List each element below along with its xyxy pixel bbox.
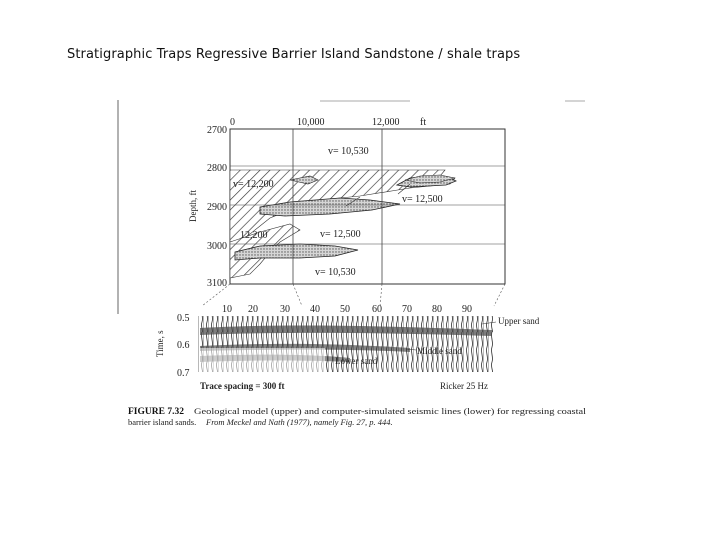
velocity-label-top: v= 10,530 (328, 146, 369, 157)
depth-tick-2900: 2900 (207, 202, 227, 213)
velocity-label-shale-upper-left: v= 12,200 (233, 179, 274, 190)
depth-tick-2700: 2700 (207, 125, 227, 136)
annotation-upper-sand: Upper sand (498, 316, 540, 326)
time-axis-label: Time, s (155, 330, 165, 357)
distance-tick-0: 0 (230, 117, 235, 128)
depth-tick-2800: 2800 (207, 163, 227, 174)
velocity-label-middle: v= 12,500 (320, 229, 361, 240)
figure-caption (128, 406, 587, 427)
slide-title: Stratigraphic Traps Regressive Barrier Island Sandstone / shale traps (67, 47, 521, 62)
trace-number: 20 (248, 304, 258, 315)
depth-tick-3100: 3100 (207, 278, 227, 289)
trace-number: 30 (280, 304, 290, 315)
annotation-middle-sand: Middle sand (417, 346, 462, 356)
trace-number: 60 (372, 304, 382, 315)
caption-line-2: barrier island sands. (128, 417, 197, 427)
velocity-label-bottom: v= 10,530 (315, 267, 356, 278)
distance-tick-10000: 10,000 (297, 117, 325, 128)
time-tick-0-6: 0.6 (177, 340, 190, 351)
annotation-trace-spacing: Trace spacing = 300 ft (200, 381, 285, 391)
distance-tick-12000: 12,000 (372, 117, 400, 128)
time-tick-0-5: 0.5 (177, 313, 190, 324)
trace-number: 40 (310, 304, 320, 315)
geological-model (188, 117, 505, 289)
annotation-lower-sand: Lower sand (335, 356, 378, 366)
connector-lines (202, 284, 505, 306)
velocity-label-shale-lower-left: 12,200 (240, 230, 268, 241)
scan-washout (200, 348, 325, 372)
scanned-figure (110, 92, 600, 432)
trace-number: 80 (432, 304, 442, 315)
velocity-label-shale-right: v= 12,500 (402, 194, 443, 205)
caption-line-1: Geological model (upper) and computer-simulated seismic lines (lower) for regressing coastal (194, 406, 587, 416)
trace-number: 90 (462, 304, 472, 315)
seismic-section (155, 304, 540, 391)
trace-number: 10 (222, 304, 232, 315)
figure-svg (110, 92, 600, 432)
caption-source: From Meckel and Nath (1977), namely Fig. 27, p. 444. (206, 417, 393, 427)
trace-number: 50 (340, 304, 350, 315)
annotation-wavelet: Ricker 25 Hz (440, 381, 488, 391)
time-tick-0-7: 0.7 (177, 368, 190, 379)
trace-number: 70 (402, 304, 412, 315)
depth-tick-3000: 3000 (207, 241, 227, 252)
caption-figure-number: FIGURE 7.32 (128, 407, 184, 417)
depth-axis-label: Depth, ft (188, 190, 198, 222)
distance-unit: ft (420, 117, 427, 128)
